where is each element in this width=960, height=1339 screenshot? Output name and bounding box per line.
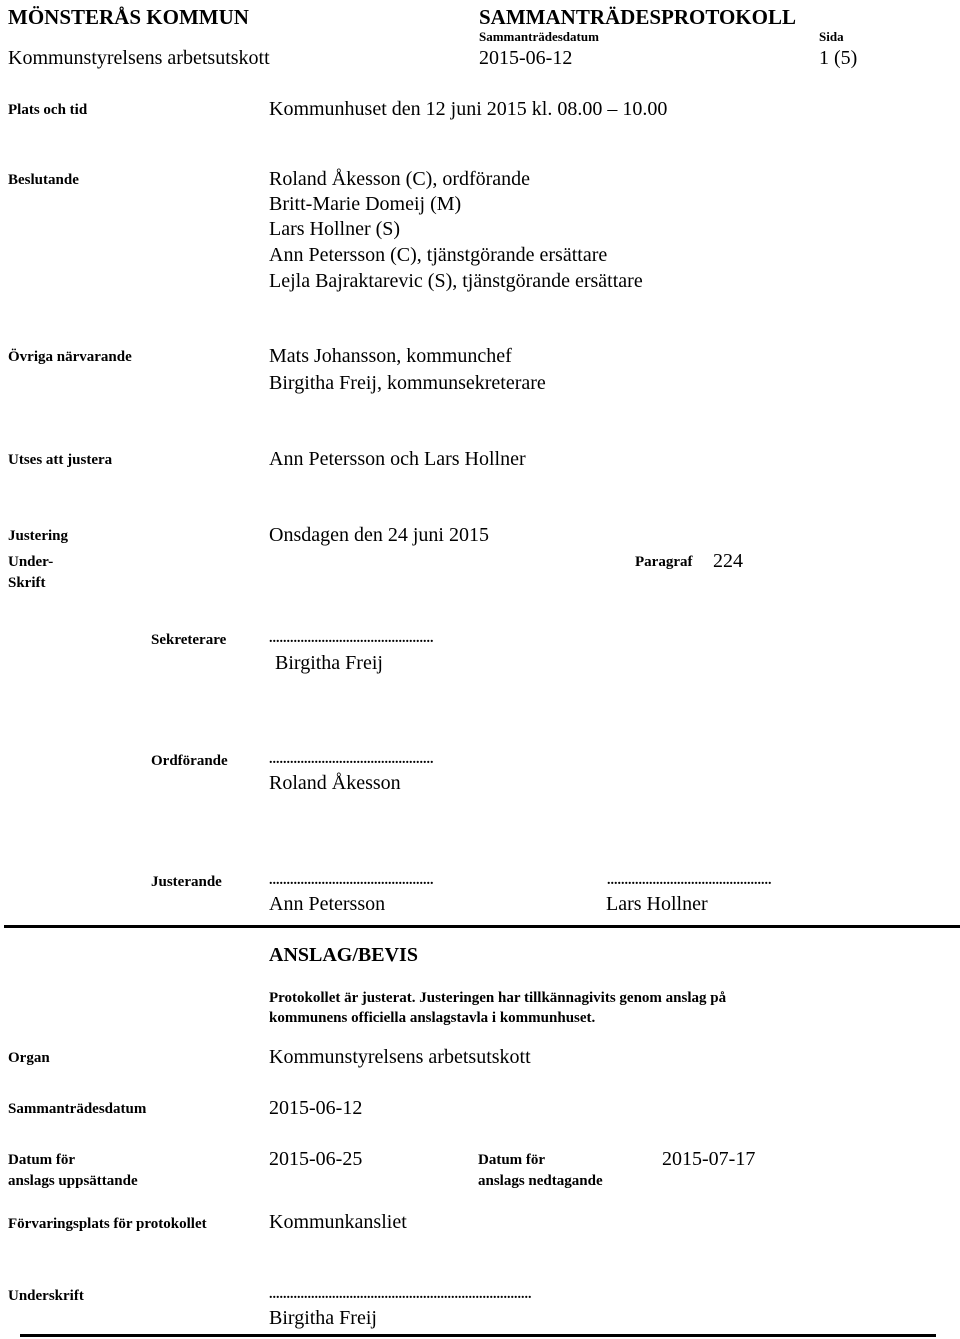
storage-value: Kommunkansliet bbox=[269, 1211, 407, 1233]
signature-label-line1: Under- bbox=[8, 554, 54, 570]
paragraph-value: 224 bbox=[713, 550, 743, 572]
adjusters-label: Utses att justera bbox=[8, 452, 113, 468]
date-label: Sammanträdesdatum bbox=[479, 29, 599, 44]
place-time-label: Plats och tid bbox=[8, 102, 88, 118]
notice-signature-line: ........................................................................... bbox=[269, 1287, 532, 1302]
secretary-signature-line: ............................................... bbox=[269, 631, 434, 646]
signature-label-line2: Skrift bbox=[8, 575, 46, 591]
bottom-rule bbox=[20, 1334, 936, 1337]
remove-date-label-line1: Datum för bbox=[478, 1152, 546, 1168]
adjuster2-name: Lars Hollner bbox=[606, 893, 708, 915]
organ-value: Kommunstyrelsens arbetsutskott bbox=[269, 1046, 531, 1068]
notice-meeting-date: 2015-06-12 bbox=[269, 1097, 363, 1119]
others-present-member: Mats Johansson, kommunchef bbox=[269, 345, 512, 367]
adjuster1-name: Ann Petersson bbox=[269, 893, 386, 915]
notice-meeting-date-label: Sammanträdesdatum bbox=[8, 1101, 147, 1117]
organ-label: Organ bbox=[8, 1050, 50, 1066]
secretary-name: Birgitha Freij bbox=[275, 652, 383, 674]
notice-text-line1: Protokollet är justerat. Justeringen har tillkännagivits genom anslag på bbox=[269, 990, 727, 1006]
paragraph-label: Paragraf bbox=[635, 554, 693, 570]
secretary-label: Sekreterare bbox=[151, 632, 227, 648]
deciding-member: Roland Åkesson (C), ordförande bbox=[269, 168, 531, 190]
post-date-value: 2015-06-25 bbox=[269, 1148, 363, 1170]
document-type: SAMMANTRÄDESPROTOKOLL bbox=[479, 5, 796, 29]
deciding-member: Lars Hollner (S) bbox=[269, 218, 401, 240]
others-present-label: Övriga närvarande bbox=[8, 349, 132, 365]
deciding-member: Lejla Bajraktarevic (S), tjänstgörande ersättare bbox=[269, 270, 643, 292]
post-date-label-line1: Datum för bbox=[8, 1152, 76, 1168]
municipality-name: MÖNSTERÅS KOMMUN bbox=[8, 5, 249, 29]
notice-signature-name: Birgitha Freij bbox=[269, 1307, 377, 1329]
deciding-label: Beslutande bbox=[8, 172, 79, 188]
chair-label: Ordförande bbox=[151, 753, 228, 769]
deciding-member: Britt-Marie Domeij (M) bbox=[269, 193, 462, 215]
notice-signature-label: Underskrift bbox=[8, 1288, 84, 1304]
others-present-member: Birgitha Freij, kommunsekreterare bbox=[269, 372, 546, 394]
adjusting-label: Justerande bbox=[151, 874, 222, 890]
storage-label: Förvaringsplats för protokollet bbox=[8, 1216, 207, 1232]
adjuster2-signature-line: ............................................... bbox=[607, 873, 772, 888]
adjustment-value: Onsdagen den 24 juni 2015 bbox=[269, 524, 489, 546]
chair-signature-line: ............................................... bbox=[269, 752, 434, 767]
meeting-date: 2015-06-12 bbox=[479, 47, 573, 69]
remove-date-value: 2015-07-17 bbox=[662, 1148, 756, 1170]
chair-name: Roland Åkesson bbox=[269, 772, 401, 794]
adjuster1-signature-line: ............................................... bbox=[269, 873, 434, 888]
remove-date-label-line2: anslags nedtagande bbox=[478, 1173, 603, 1189]
deciding-member: Ann Petersson (C), tjänstgörande ersättare bbox=[269, 244, 608, 266]
committee-name: Kommunstyrelsens arbetsutskott bbox=[8, 47, 270, 69]
adjusters-value: Ann Petersson och Lars Hollner bbox=[269, 448, 526, 470]
post-date-label-line2: anslags uppsättande bbox=[8, 1173, 138, 1189]
adjustment-label: Justering bbox=[8, 528, 68, 544]
page-label: Sida bbox=[819, 29, 844, 44]
section-divider bbox=[4, 925, 960, 928]
place-time-value: Kommunhuset den 12 juni 2015 kl. 08.00 – 10.00 bbox=[269, 98, 668, 120]
notice-text-line2: kommunens officiella anslagstavla i kommunhuset. bbox=[269, 1010, 596, 1026]
notice-title: ANSLAG/BEVIS bbox=[269, 944, 418, 966]
page-number: 1 (5) bbox=[819, 47, 858, 69]
